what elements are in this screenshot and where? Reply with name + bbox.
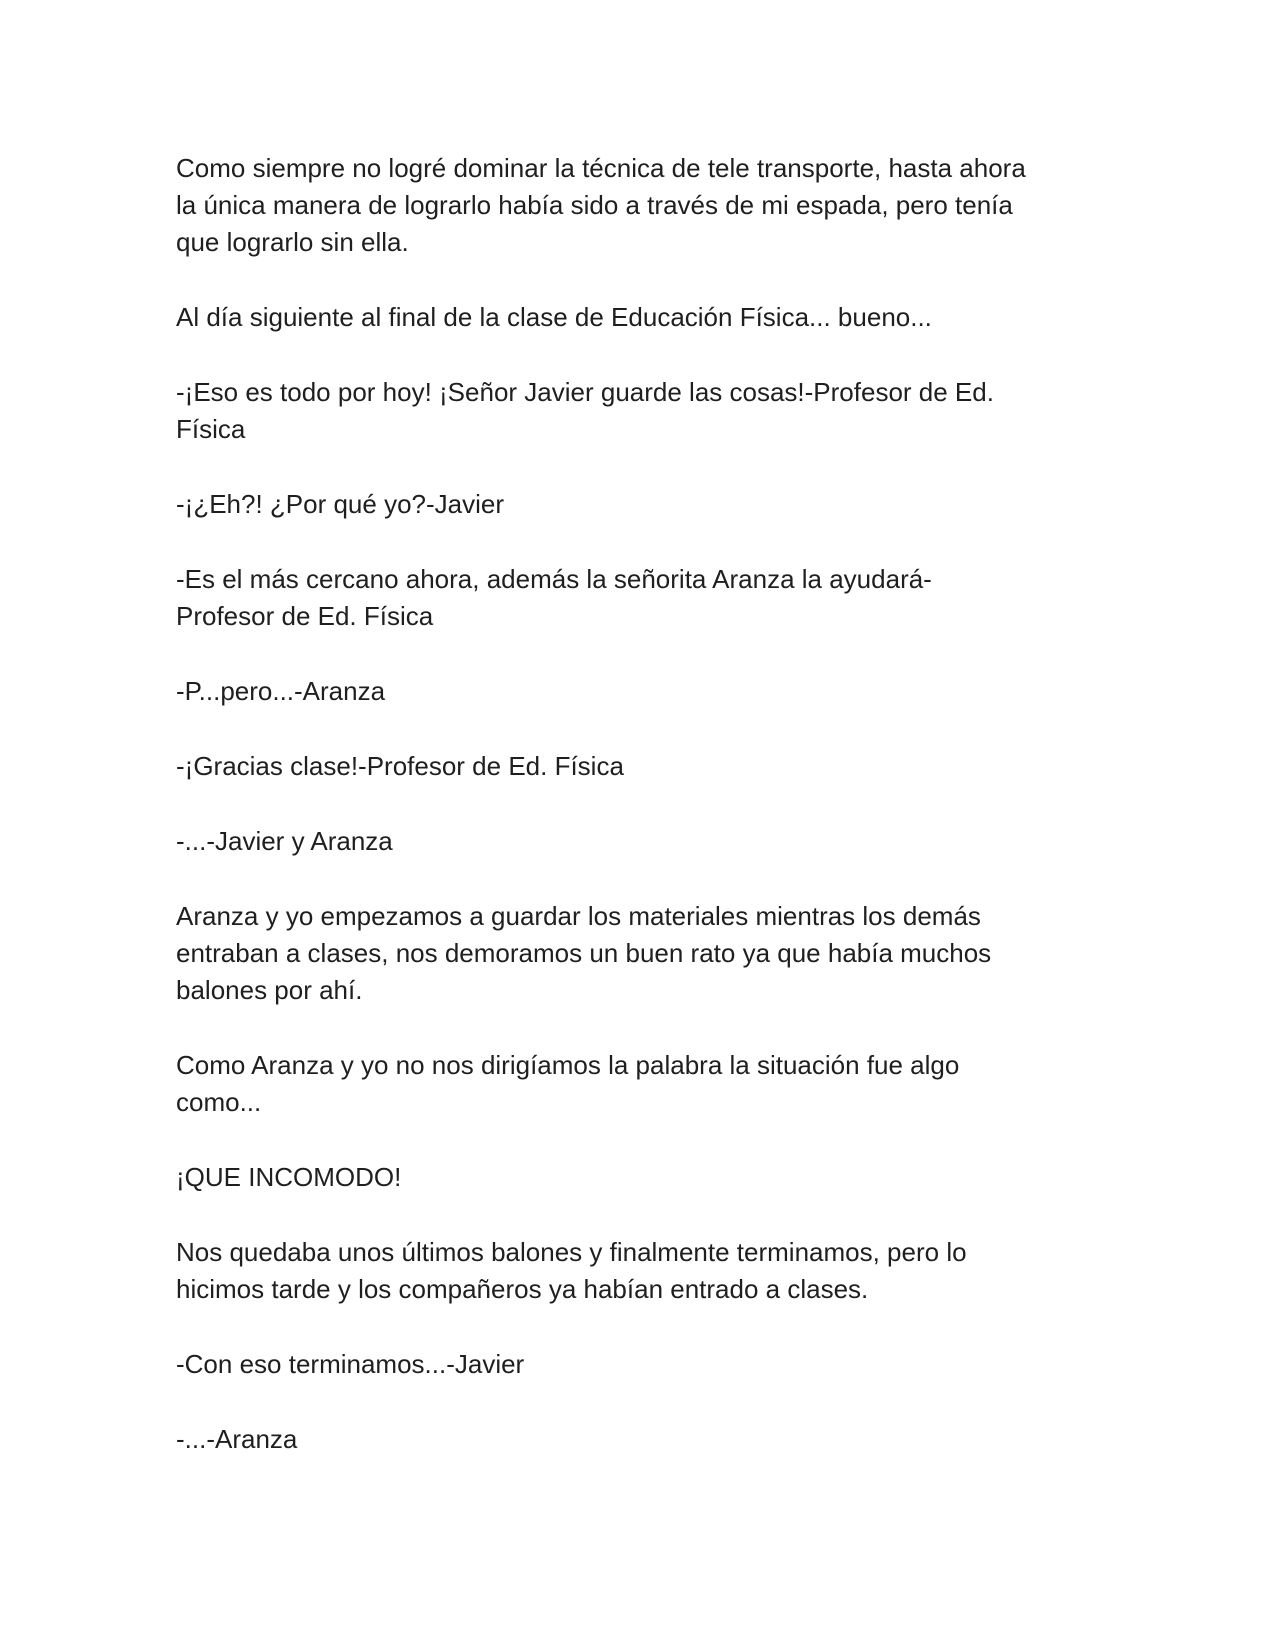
paragraph-line: -Es el más cercano ahora, además la señorita Aranza la ayudará-: [176, 564, 932, 594]
paragraph-storing-materials: [176, 898, 1106, 1009]
paragraph-line: Física: [176, 414, 246, 444]
dialogue-javier-done: [176, 1346, 1106, 1383]
paragraph-situation: [176, 1047, 1106, 1121]
paragraph-line: que lograrlo sin ella.: [176, 227, 409, 257]
paragraph-line: como...: [176, 1087, 262, 1117]
paragraph-line: -...-Javier y Aranza: [176, 826, 393, 856]
paragraph-line: Aranza y yo empezamos a guardar los materiales mientras los demás: [176, 901, 981, 931]
paragraph-line: la única manera de lograrlo había sido a través de mi espada, pero tenía: [176, 190, 1013, 220]
paragraph-next-day: [176, 299, 1106, 336]
paragraph-line: -P...pero...-Aranza: [176, 676, 386, 706]
paragraph-line: ¡QUE INCOMODO!: [176, 1162, 402, 1192]
dialogue-javier-question: [176, 486, 1106, 523]
paragraph-line: Al día siguiente al final de la clase de Educación Física... bueno...: [176, 302, 932, 332]
paragraph-line: Profesor de Ed. Física: [176, 601, 434, 631]
paragraph-line: -...-Aranza: [176, 1424, 298, 1454]
dialogue-teacher-order: [176, 374, 1106, 448]
paragraph-exclamation: [176, 1159, 1106, 1196]
paragraph-teleport-technique: [176, 150, 1106, 261]
dialogue-aranza-silence: [176, 1421, 1106, 1458]
dialogue-teacher-reply: [176, 561, 1106, 635]
paragraph-line: hicimos tarde y los compañeros ya habían entrado a clases.: [176, 1274, 869, 1304]
document-body: [176, 150, 1106, 1496]
dialogue-javier-aranza-silence: [176, 823, 1106, 860]
paragraph-line: -¡Eso es todo por hoy! ¡Señor Javier guarde las cosas!-Profesor de Ed.: [176, 377, 994, 407]
paragraph-line: entraban a clases, nos demoramos un buen rato ya que había muchos: [176, 938, 992, 968]
paragraph-line: Como siempre no logré dominar la técnica de tele transporte, hasta ahora: [176, 153, 1026, 183]
paragraph-line: Como Aranza y yo no nos dirigíamos la palabra la situación fue algo: [176, 1050, 960, 1080]
paragraph-line: -Con eso terminamos...-Javier: [176, 1349, 525, 1379]
paragraph-line: balones por ahí.: [176, 975, 363, 1005]
paragraph-line: -¡Gracias clase!-Profesor de Ed. Física: [176, 751, 624, 781]
paragraph-line: Nos quedaba unos últimos balones y finalmente terminamos, pero lo: [176, 1237, 967, 1267]
paragraph-finished-late: [176, 1234, 1106, 1308]
dialogue-teacher-thanks: [176, 748, 1106, 785]
dialogue-aranza-protest: [176, 673, 1106, 710]
paragraph-line: -¡¿Eh?! ¿Por qué yo?-Javier: [176, 489, 505, 519]
